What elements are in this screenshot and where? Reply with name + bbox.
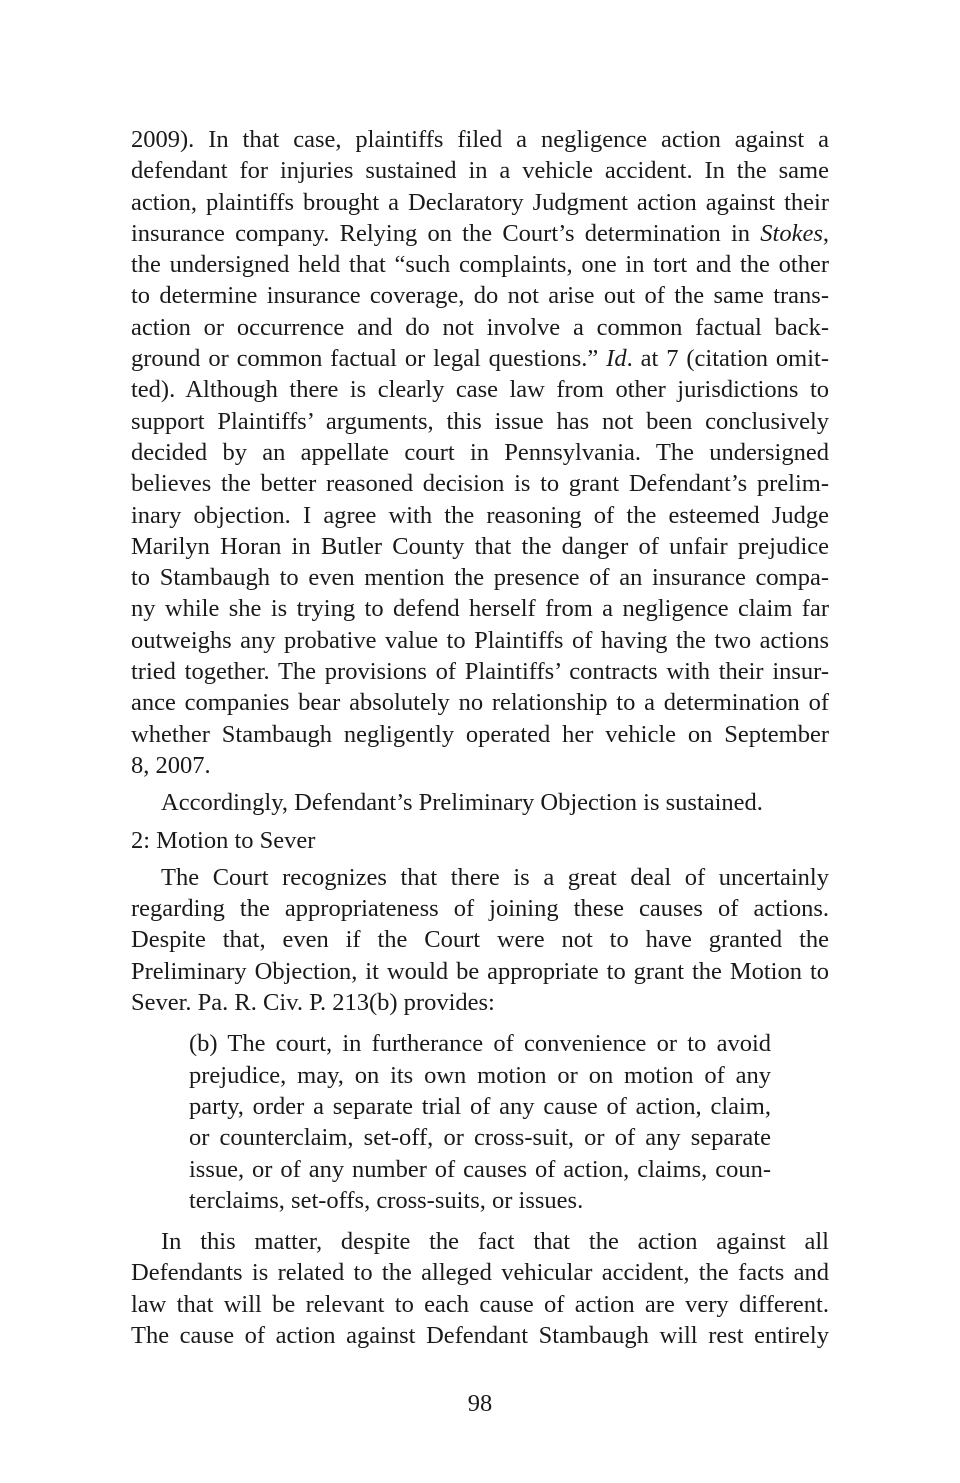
quote-line: (b) The court, in furtherance of convenience or to avoid bbox=[189, 1030, 771, 1058]
text-segment: . at 7 (citation omit- bbox=[626, 345, 829, 373]
text-line: The Court recognizes that there is a great deal of uncertainly bbox=[161, 863, 829, 891]
text-line: ny while she is trying to defend herself from a negligence claim far bbox=[131, 595, 829, 623]
text-line: In this matter, despite the fact that the action against all bbox=[161, 1228, 829, 1256]
text-line: decided by an appellate court in Pennsylvania. The undersigned bbox=[131, 438, 829, 466]
text-line: 8, 2007. bbox=[131, 751, 211, 779]
quote-line: party, order a separate trial of any cause of action, claim, bbox=[189, 1092, 771, 1120]
text-line: Preliminary Objection, it would be appropriate to grant the Motion to bbox=[131, 957, 829, 985]
text-line: action, plaintiffs brought a Declaratory Judgment action against their bbox=[131, 188, 829, 216]
paragraph-2 bbox=[131, 787, 829, 818]
text-line: inary objection. I agree with the reasoning of the esteemed Judge bbox=[131, 501, 829, 529]
citation-id: Id bbox=[606, 345, 627, 373]
paragraph-1 bbox=[131, 124, 829, 781]
section-heading bbox=[131, 825, 829, 856]
block-quote bbox=[131, 1028, 829, 1216]
paragraph-3 bbox=[131, 862, 829, 1018]
text-line: ance companies bear absolutely no relationship to a determination of bbox=[131, 689, 829, 717]
text-line: action or occurrence and do not involve a common factual back- bbox=[131, 313, 829, 341]
text-line: The cause of action against Defendant Stambaugh will rest entirely bbox=[131, 1321, 829, 1349]
text-line: law that will be relevant to each cause of action are very different. bbox=[131, 1290, 829, 1318]
text-line: regarding the appropriateness of joining these causes of actions. bbox=[131, 895, 829, 923]
text-line: ted). Although there is clearly case law from other jurisdictions to bbox=[131, 376, 829, 404]
case-name-stokes: Stokes bbox=[760, 219, 823, 247]
text-line: outweighs any probative value to Plaintiffs of having the two actions bbox=[131, 626, 829, 654]
text-segment: ground or common factual or legal questions.” bbox=[131, 345, 607, 373]
text-segment: insurance company. Relying on the Court’s determination in bbox=[131, 219, 761, 247]
text-line: believes the better reasoned decision is to grant Defendant’s prelim- bbox=[131, 470, 829, 498]
text-line: Marilyn Horan in Butler County that the danger of unfair prejudice bbox=[131, 532, 829, 560]
heading-motion-to-sever: 2: Motion to Sever bbox=[131, 826, 316, 854]
document-body bbox=[131, 124, 829, 1351]
quote-line: issue, or of any number of causes of action, claims, coun- bbox=[189, 1155, 771, 1183]
quote-line: terclaims, set-offs, cross-suits, or issues. bbox=[189, 1186, 584, 1214]
text-line: the undersigned held that “such complaints, one in tort and the other bbox=[131, 251, 829, 279]
text-line: 2009). In that case, plaintiffs filed a negligence action against a bbox=[131, 126, 829, 153]
text-line: support Plaintiffs’ arguments, this issue has not been conclusively bbox=[131, 407, 829, 435]
paragraph-4 bbox=[131, 1226, 829, 1351]
quote-line: prejudice, may, on its own motion or on motion of any bbox=[189, 1061, 771, 1089]
text-line: defendant for injuries sustained in a vehicle accident. In the same bbox=[131, 157, 829, 185]
text-line: whether Stambaugh negligently operated her vehicle on September bbox=[131, 720, 829, 748]
page-number: 98 bbox=[467, 1390, 493, 1417]
text-line: Accordingly, Defendant’s Preliminary Objection is sustained. bbox=[161, 789, 763, 817]
text-line: Defendants is related to the alleged vehicular accident, the facts and bbox=[131, 1259, 829, 1287]
text-line: to determine insurance coverage, do not arise out of the same trans- bbox=[131, 282, 829, 310]
text-line: Despite that, even if the Court were not to have granted the bbox=[131, 926, 829, 954]
text-line bbox=[131, 343, 829, 374]
text-segment: , bbox=[822, 219, 829, 247]
text-line bbox=[131, 218, 829, 249]
text-line: Sever. Pa. R. Civ. P. 213(b) provides: bbox=[131, 989, 495, 1017]
text-line: tried together. The provisions of Plaintiffs’ contracts with their insur- bbox=[131, 658, 829, 686]
text-line: to Stambaugh to even mention the presence of an insurance compa- bbox=[131, 564, 829, 592]
quote-line: or counterclaim, set-off, or cross-suit, or of any separate bbox=[189, 1124, 771, 1152]
